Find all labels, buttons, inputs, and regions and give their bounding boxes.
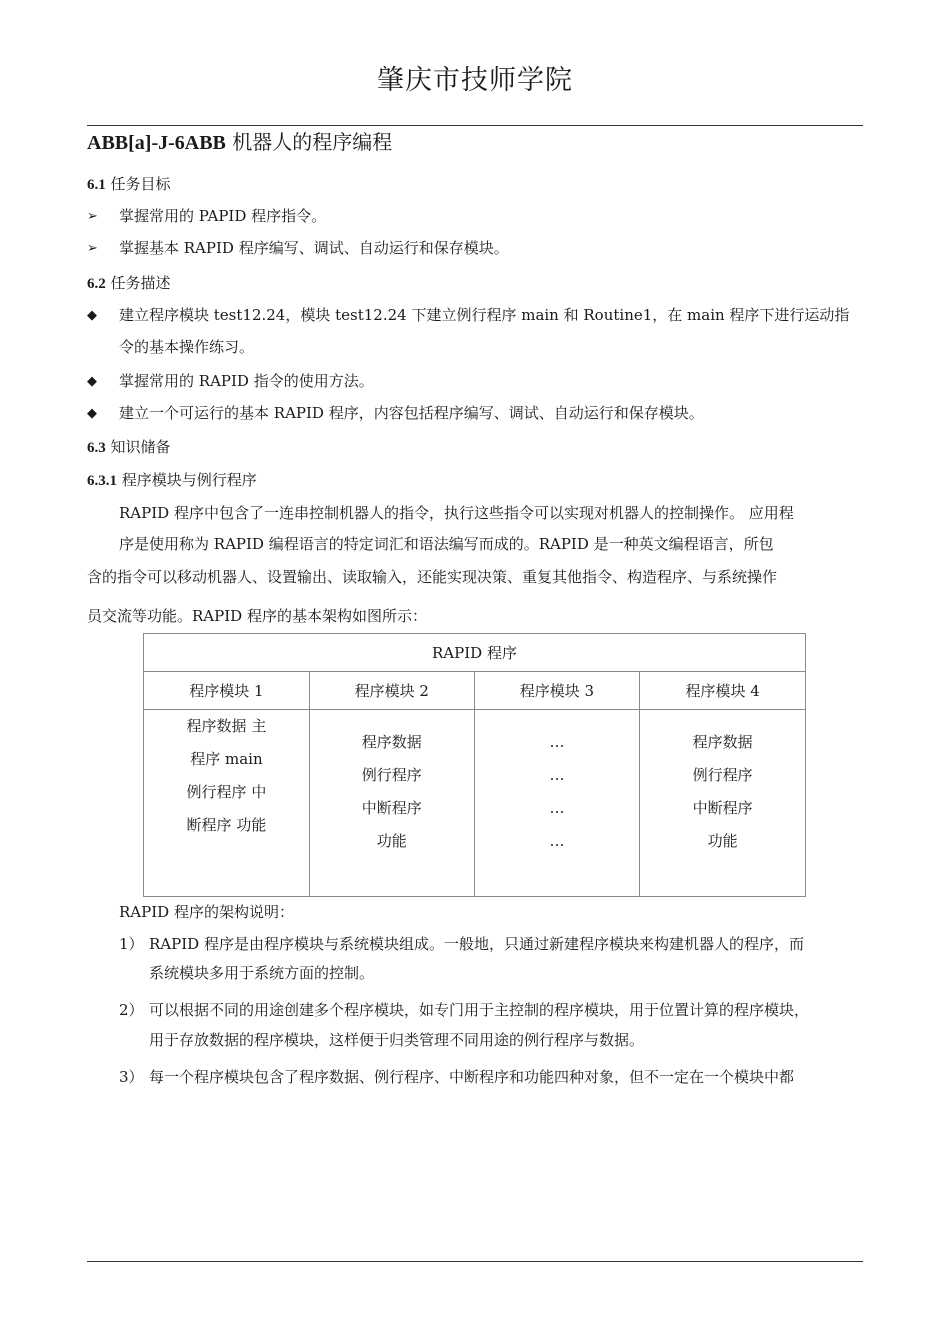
table-cell-line: … bbox=[549, 832, 565, 850]
table-header-cell: 程序模块 1 bbox=[144, 672, 310, 710]
section-number: 6.2 bbox=[87, 276, 106, 292]
table-header-cell: 程序模块 3 bbox=[474, 672, 640, 710]
table-cell-line: 中断程序 bbox=[361, 799, 422, 817]
arrow-bullet-icon: ➢ bbox=[87, 209, 98, 224]
list-item-continued: 用于存放数据的程序模块，这样便于归类管理不同用途的例行程序与数据。 bbox=[149, 1031, 645, 1049]
page-title bbox=[87, 126, 392, 155]
table-cell-line: 功能 bbox=[707, 832, 738, 850]
list-item: 掌握基本 RAPID 程序编写、调试、自动运行和保存模块。 bbox=[119, 239, 509, 257]
paragraph-line: 含的指令可以移动机器人、设置输出、读取输入，还能实现决策、重复其他指令、构造程序、与系统操作 bbox=[87, 568, 778, 586]
rapid-structure-table bbox=[143, 633, 806, 897]
list-item: 掌握常用的 PAPID 程序指令。 bbox=[119, 207, 327, 225]
paragraph-line: RAPID 程序中包含了一连串控制机器人的指令，执行这些指令可以实现对机器人的控制操作。 应用程 bbox=[119, 504, 794, 522]
table-cell-line: 程序数据 bbox=[361, 733, 422, 751]
explain-heading: RAPID 程序的架构说明： bbox=[119, 903, 294, 921]
table-cell-line: … bbox=[549, 799, 565, 817]
table-cell-line: 程序数据 主 bbox=[186, 717, 267, 735]
table-header-cell: 程序模块 2 bbox=[309, 672, 474, 710]
list-item: 建立一个可运行的基本 RAPID 程序，内容包括程序编写、调试、自动运行和保存模块。 bbox=[119, 404, 704, 422]
section-number: 6.3 bbox=[87, 440, 106, 456]
table-cell-line: 断程序 功能 bbox=[186, 816, 267, 834]
section-6-3-1-heading bbox=[87, 470, 257, 491]
title-code: ABB[a]-J-6ABB bbox=[87, 132, 226, 154]
list-item: 掌握常用的 RAPID 指令的使用方法。 bbox=[119, 372, 374, 390]
list-item: RAPID 程序是由程序模块与系统模块组成。一般地，只通过新建程序模块来构建机器人的程序，而 bbox=[149, 935, 804, 953]
table-cell-line: 功能 bbox=[376, 832, 407, 850]
list-number: 2） bbox=[119, 1001, 144, 1019]
section-6-1-heading bbox=[87, 174, 171, 195]
list-item: 可以根据不同的用途创建多个程序模块，如专门用于主控制的程序模块，用于位置计算的程序模块， bbox=[149, 1001, 810, 1019]
diamond-bullet-icon: ◆ bbox=[87, 308, 97, 323]
module-3-contents bbox=[474, 710, 640, 897]
title-text: 机器人的程序编程 bbox=[225, 130, 393, 154]
module-4-contents bbox=[640, 710, 806, 897]
section-title: 任务目标 bbox=[105, 175, 171, 193]
module-2-contents bbox=[309, 710, 474, 897]
list-item-continued: 系统模块多用于系统方面的控制。 bbox=[149, 964, 375, 982]
list-item: 建立程序模块 test12.24，模块 test12.24 下建立例行程序 main 和 Routine1，在 main 程序下进行运动指 bbox=[119, 306, 850, 324]
section-title: 任务描述 bbox=[105, 274, 171, 292]
table-cell-line: 例行程序 bbox=[361, 766, 422, 784]
table-cell-line: 程序 main bbox=[190, 750, 263, 768]
section-6-3-heading bbox=[87, 437, 171, 458]
table-title: RAPID 程序 bbox=[144, 634, 806, 672]
module-1-contents bbox=[144, 710, 310, 897]
list-number: 3） bbox=[119, 1068, 144, 1086]
school-name: 肇庆市技师学院 bbox=[377, 65, 573, 96]
diamond-bullet-icon: ◆ bbox=[87, 374, 97, 389]
subsection-title: 程序模块与例行程序 bbox=[117, 471, 257, 489]
table-cell-line: 例行程序 bbox=[692, 766, 753, 784]
section-title: 知识储备 bbox=[105, 438, 171, 456]
diamond-bullet-icon: ◆ bbox=[87, 406, 97, 421]
table-cell-line: 中断程序 bbox=[692, 799, 753, 817]
paragraph-line: 序是使用称为 RAPID 编程语言的特定词汇和语法编写而成的。RAPID 是一种英文编程语言，所包 bbox=[119, 535, 774, 553]
section-6-2-heading bbox=[87, 273, 171, 294]
table-cell-line: … bbox=[549, 733, 565, 751]
list-item-continued: 令的基本操作练习。 bbox=[119, 338, 255, 356]
arrow-bullet-icon: ➢ bbox=[87, 241, 98, 256]
list-number: 1） bbox=[119, 935, 144, 953]
table-cell-line: 例行程序 中 bbox=[186, 783, 267, 801]
table-cell-line: 程序数据 bbox=[692, 733, 753, 751]
subsection-number: 6.3.1 bbox=[87, 473, 117, 489]
section-number: 6.1 bbox=[87, 177, 106, 193]
footer-rule bbox=[87, 1261, 863, 1262]
list-item: 每一个程序模块包含了程序数据、例行程序、中断程序和功能四种对象，但不一定在一个模块中都 bbox=[149, 1068, 795, 1086]
table-cell-line: … bbox=[549, 766, 565, 784]
table-header-cell: 程序模块 4 bbox=[640, 672, 806, 710]
paragraph-line: 员交流等功能。RAPID 程序的基本架构如图所示： bbox=[87, 607, 427, 625]
